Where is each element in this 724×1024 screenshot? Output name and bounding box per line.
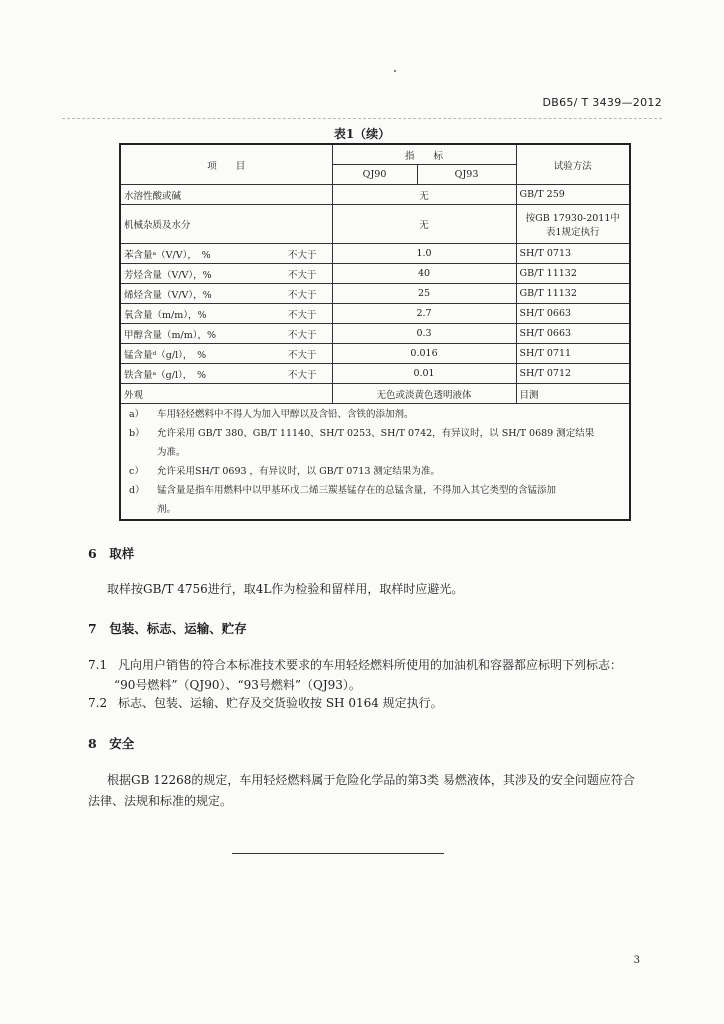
row-item: 机械杂质及水分 [120, 205, 332, 244]
row-method: GB/T 11132 [516, 284, 630, 304]
table-row [120, 344, 630, 364]
row-method: SH/T 0663 [516, 324, 630, 344]
section-6-body: 取样按GB/T 4756进行，取4L作为检验和留样用，取样时应避光。 [107, 582, 464, 596]
row-item: 外观 [120, 384, 332, 404]
footnote [129, 405, 621, 424]
table-row [120, 205, 630, 244]
page-number: 3 [633, 955, 640, 966]
row-method: SH/T 0663 [516, 304, 630, 324]
row-item: 芳烃含量（V/V），% [120, 264, 285, 284]
footnote-key [129, 443, 157, 462]
footnote [129, 481, 621, 500]
table-row [120, 304, 630, 324]
section-7-heading: 7 包装、标志、运输、贮存 [88, 621, 247, 636]
footnote [129, 424, 621, 443]
footnote [129, 500, 621, 519]
table-caption: 表1（续） [333, 127, 391, 141]
footnote [129, 443, 621, 462]
row-method-line: 表1规定执行 [546, 227, 600, 238]
footnote-text: 允许采用 GB/T 380、GB/T 11140、SH/T 0253、SH/T 0742，有异议时，以 SH/T 0689 测定结果 [157, 428, 595, 439]
row-value: 无 [332, 185, 516, 205]
header-indicator: 指 标 [332, 144, 516, 165]
row-limit: 不大于 [285, 264, 332, 284]
footnote-text: 锰含量是指车用燃料中以甲基环戊二烯三羰基锰存在的总锰含量，不得加入其它类型的含锰添加 [157, 485, 557, 496]
table-row [120, 384, 630, 404]
header-rule [62, 118, 662, 119]
footnote-key: a） [129, 409, 145, 420]
section-8-line-2: 法律、法规和标准的规定。 [88, 794, 233, 808]
table-row [120, 324, 630, 344]
row-item: 锰含量ᵈ（g/l）， % [120, 344, 285, 364]
row-item: 甲醇含量（m/m），% [120, 324, 285, 344]
end-of-text-rule [232, 853, 444, 854]
row-value: 40 [332, 264, 516, 284]
row-limit: 不大于 [285, 244, 332, 264]
row-value: 2.7 [332, 304, 516, 324]
row-value: 0.01 [332, 364, 516, 384]
row-method: 目测 [516, 384, 630, 404]
section-8-heading: 8 安全 [88, 736, 135, 751]
row-limit: 不大于 [285, 344, 332, 364]
row-value: 无 [332, 205, 516, 244]
footnote-text: 车用轻烃燃料中不得人为加入甲醇以及含铅、含铁的添加剂。 [157, 409, 414, 420]
clause-7-2-text: 标志、包装、运输、贮存及交货验收按 SH 0164 规定执行。 [118, 696, 443, 710]
specification-table [119, 143, 631, 521]
row-limit: 不大于 [285, 324, 332, 344]
footnote-text: 允许采用SH/T 0693 ，有异议时，以 GB/T 0713 测定结果为准。 [157, 466, 440, 477]
row-limit: 不大于 [285, 364, 332, 384]
row-method: SH/T 0711 [516, 344, 630, 364]
scan-speck [394, 70, 396, 72]
header-grade-qj93: QJ93 [417, 165, 516, 185]
section-6-heading: 6 取样 [88, 546, 135, 561]
footnote-key: b） [129, 428, 145, 439]
row-value: 0.016 [332, 344, 516, 364]
row-value: 0.3 [332, 324, 516, 344]
clause-7-1-text: 凡向用户销售的符合本标准技术要求的车用轻烃燃料所使用的加油机和容器都应标明下列标志： [118, 658, 623, 672]
row-method [516, 205, 630, 244]
footnote-key: c） [129, 466, 144, 477]
footnote-key [129, 500, 157, 519]
table-notes [120, 404, 630, 521]
row-item: 烯烃含量（V/V），% [120, 284, 285, 304]
row-item: 水溶性酸或碱 [120, 185, 332, 205]
header-test-method: 试验方法 [516, 144, 630, 185]
table-row [120, 244, 630, 264]
row-limit: 不大于 [285, 284, 332, 304]
row-method: SH/T 0712 [516, 364, 630, 384]
footnote-text: 为准。 [157, 447, 186, 458]
row-item: 苯含量ᵃ（V/V）， % [120, 244, 285, 264]
table-footnotes [120, 404, 630, 521]
row-limit: 不大于 [285, 304, 332, 324]
table-row [120, 264, 630, 284]
table-row [120, 284, 630, 304]
header-item: 项 目 [120, 144, 332, 185]
row-item: 氧含量（m/m），% [120, 304, 285, 324]
table-row [120, 185, 630, 205]
row-method: SH/T 0713 [516, 244, 630, 264]
footnote [129, 462, 621, 481]
header-grade-qj90: QJ90 [332, 165, 417, 185]
row-item: 铁含量ᵃ（g/l）， % [120, 364, 285, 384]
row-method: GB/T 11132 [516, 264, 630, 284]
row-value: 25 [332, 284, 516, 304]
row-method-line: 按GB 17930-2011中 [525, 213, 620, 224]
table-row [120, 364, 630, 384]
clause-7-1-marks: “90号燃料”（QJ90）、“93号燃料”（QJ93）。 [114, 678, 361, 692]
clause-7-1-number: 7.1 [88, 658, 108, 672]
table-header-row [120, 144, 630, 165]
section-8-line-1: 根据GB 12268的规定，车用轻烃燃料属于危险化学品的第3类 易燃液体，其涉及的安全问题应符合 [107, 773, 635, 787]
row-method: GB/T 259 [516, 185, 630, 205]
document-id-header: DB65/ T 3439—2012 [542, 96, 662, 109]
footnote-text: 剂。 [157, 504, 177, 515]
row-value: 1.0 [332, 244, 516, 264]
clause-7-2-number: 7.2 [88, 696, 108, 710]
footnote-key: d） [129, 485, 145, 496]
row-value: 无色或淡黄色透明液体 [332, 384, 516, 404]
